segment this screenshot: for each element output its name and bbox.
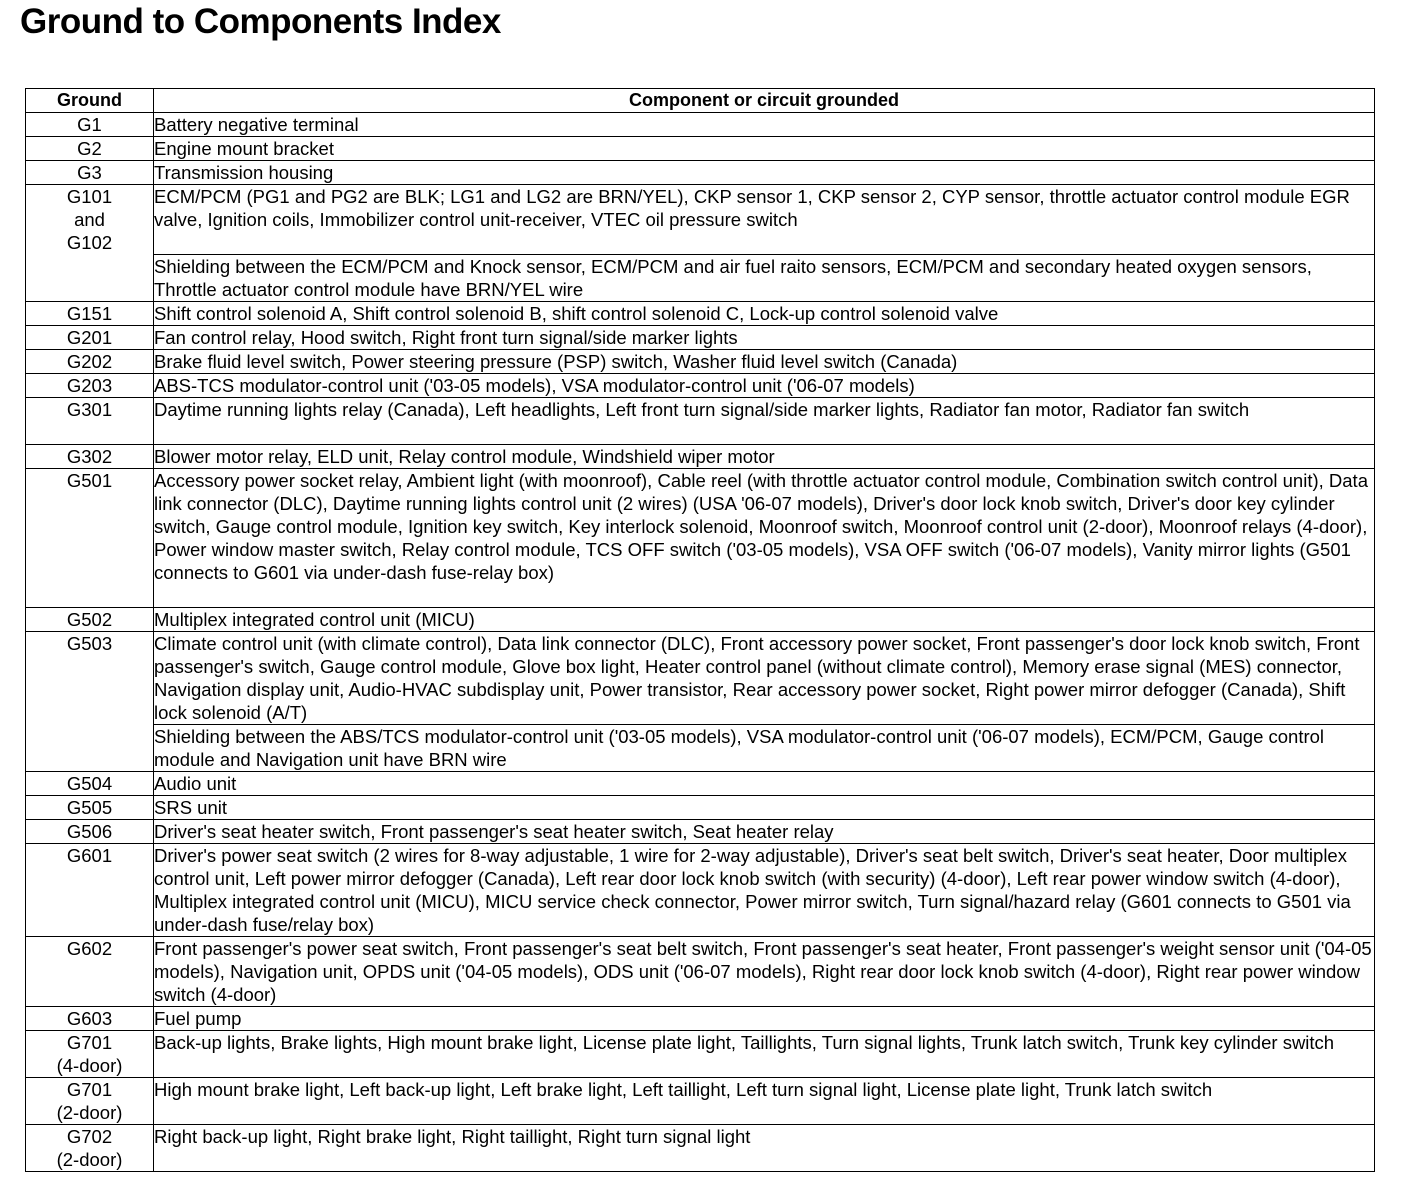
ground-cell: [26, 1078, 154, 1125]
component-cell: Fuel pump: [154, 1007, 1375, 1031]
ground-id: G3: [77, 162, 102, 183]
component-cell: ABS-TCS modulator-control unit ('03-05 models), VSA modulator-control unit ('06-07 models): [154, 374, 1375, 398]
ground-id: G602: [66, 938, 113, 959]
table-row: [26, 608, 1375, 632]
table-row: [26, 844, 1375, 937]
ground-id: (4-door): [56, 1055, 123, 1076]
ground-cell: [26, 469, 154, 608]
ground-cell: [26, 796, 154, 820]
ground-cell: [26, 113, 154, 137]
ground-id: G1: [77, 114, 102, 135]
table-row: [26, 820, 1375, 844]
table-row: [26, 398, 1375, 445]
header-ground: Ground: [26, 89, 154, 113]
component-cell: Transmission housing: [154, 161, 1375, 185]
ground-id: G202: [66, 351, 113, 372]
table-row: [26, 469, 1375, 608]
component-cell: SRS unit: [154, 796, 1375, 820]
component-cell: Right back-up light, Right brake light, Right taillight, Right turn signal light: [154, 1125, 1375, 1172]
table-row: [26, 326, 1375, 350]
ground-id: (2-door): [56, 1149, 123, 1170]
ground-id: G601: [66, 845, 113, 866]
table-row: [26, 1078, 1375, 1125]
ground-id: G302: [66, 446, 113, 467]
component-cell: Shielding between the ABS/TCS modulator-control unit ('03-05 models), VSA modulator-control unit ('06-07 models), ECM/PCM, Gauge control module and Navigation unit have BRN wire: [154, 725, 1375, 772]
component-cell: Shielding between the ECM/PCM and Knock sensor, ECM/PCM and air fuel raito sensors, ECM/PCM and secondary heated oxygen sensors, Throttle actuator control module have BRN/YEL wire: [154, 255, 1375, 302]
ground-cell: [26, 302, 154, 326]
component-cell: Front passenger's power seat switch, Front passenger's seat belt switch, Front passenger's seat heater, Front passenger's weight sensor unit ('04-05 models), Navigation unit, OPDS unit ('04-05 models), ODS unit ('06-07 models), Right rear door lock knob switch (4-door), Right rear power window switch (4-door): [154, 937, 1375, 1007]
table-row: [26, 937, 1375, 1007]
table-row: [26, 350, 1375, 374]
ground-cell: [26, 185, 154, 302]
component-cell: Audio unit: [154, 772, 1375, 796]
table-row: [26, 725, 1375, 772]
table-row: [26, 1125, 1375, 1172]
table-row: [26, 445, 1375, 469]
ground-id: G505: [66, 797, 113, 818]
ground-id: G702: [66, 1126, 113, 1147]
component-cell: Blower motor relay, ELD unit, Relay control module, Windshield wiper motor: [154, 445, 1375, 469]
ground-id: G201: [66, 327, 113, 348]
ground-id: G203: [66, 375, 113, 396]
table-header-row: [26, 89, 1375, 113]
ground-cell: [26, 398, 154, 445]
table-row: [26, 161, 1375, 185]
ground-cell: [26, 1031, 154, 1078]
table-row: [26, 113, 1375, 137]
component-cell: High mount brake light, Left back-up light, Left brake light, Left taillight, Left turn signal light, License plate light, Trunk latch switch: [154, 1078, 1375, 1125]
ground-cell: [26, 445, 154, 469]
table-body: [26, 113, 1375, 1172]
header-component: Component or circuit grounded: [154, 89, 1375, 113]
ground-cell: [26, 772, 154, 796]
table-row: [26, 1031, 1375, 1078]
table-row: [26, 185, 1375, 255]
component-cell: Fan control relay, Hood switch, Right front turn signal/side marker lights: [154, 326, 1375, 350]
ground-cell: [26, 137, 154, 161]
component-cell: Engine mount bracket: [154, 137, 1375, 161]
component-cell: Battery negative terminal: [154, 113, 1375, 137]
ground-id: G101: [66, 186, 113, 207]
ground-id: G2: [77, 138, 102, 159]
ground-id: G501: [66, 470, 113, 491]
table-row: [26, 772, 1375, 796]
ground-cell: [26, 608, 154, 632]
table-row: [26, 1007, 1375, 1031]
component-cell: Daytime running lights relay (Canada), Left headlights, Left front turn signal/side marker lights, Radiator fan motor, Radiator fan switch: [154, 398, 1375, 445]
table-row: [26, 374, 1375, 398]
ground-id: G701: [66, 1079, 113, 1100]
component-cell: Climate control unit (with climate control), Data link connector (DLC), Front accessory power socket, Front passenger's door lock knob switch, Front passenger's switch, Gauge control module, Glove box light, Heater control panel (without climate control), Memory erase signal (MES) connector, Navigation display unit, Audio-HVAC subdisplay unit, Power transistor, Rear accessory power socket, Right power mirror defogger (Canada), Shift lock solenoid (A/T): [154, 632, 1375, 725]
ground-id: G504: [66, 773, 113, 794]
ground-id: G502: [66, 609, 113, 630]
table-row: [26, 302, 1375, 326]
ground-cell: [26, 844, 154, 937]
ground-cell: [26, 632, 154, 772]
ground-id: G151: [66, 303, 113, 324]
ground-id: G301: [66, 399, 113, 420]
component-cell: Multiplex integrated control unit (MICU): [154, 608, 1375, 632]
table-row: [26, 137, 1375, 161]
component-cell: Driver's power seat switch (2 wires for 8-way adjustable, 1 wire for 2-way adjustable), Driver's seat belt switch, Driver's seat heater, Door multiplex control unit, Left power mirror defogger (Canada), Left rear door lock knob switch (with security) (4-door), Left rear power window switch (4-door), Multiplex integrated control unit (MICU), MICU service check connector, Power mirror switch, Turn signal/hazard relay (G601 connects to G501 via under-dash fuse/relay box): [154, 844, 1375, 937]
component-cell: Accessory power socket relay, Ambient light (with moonroof), Cable reel (with throttle actuator control module, Combination switch control unit), Data link connector (DLC), Daytime running lights control unit (2 wires) (USA '06-07 models), Driver's door lock knob switch, Driver's door key cylinder switch, Gauge control module, Ignition key switch, Key interlock solenoid, Moonroof switch, Moonroof control unit (2-door), Moonroof relays (4-door), Power window master switch, Relay control module, TCS OFF switch ('03-05 models), VSA OFF switch ('06-07 models), Vanity mirror lights (G501 connects to G601 via under-dash fuse-relay box): [154, 469, 1375, 608]
page-title: Ground to Components Index: [20, 2, 501, 41]
ground-cell: [26, 1007, 154, 1031]
ground-index-table: [25, 88, 1375, 1172]
ground-cell: [26, 937, 154, 1007]
ground-id: G503: [66, 633, 113, 654]
component-cell: ECM/PCM (PG1 and PG2 are BLK; LG1 and LG2 are BRN/YEL), CKP sensor 1, CKP sensor 2, CYP sensor, throttle actuator control module EGR valve, Ignition coils, Immobilizer control unit-receiver, VTEC oil pressure switch: [154, 185, 1375, 255]
ground-id: G701: [66, 1032, 113, 1053]
table-row: [26, 796, 1375, 820]
ground-id: and: [74, 209, 105, 230]
ground-id: (2-door): [56, 1102, 123, 1123]
ground-cell: [26, 326, 154, 350]
ground-id: G506: [66, 821, 113, 842]
ground-cell: [26, 161, 154, 185]
ground-cell: [26, 820, 154, 844]
component-cell: Driver's seat heater switch, Front passenger's seat heater switch, Seat heater relay: [154, 820, 1375, 844]
component-cell: Back-up lights, Brake lights, High mount brake light, License plate light, Taillights, Turn signal lights, Trunk latch switch, Trunk key cylinder switch: [154, 1031, 1375, 1078]
component-cell: Shift control solenoid A, Shift control solenoid B, shift control solenoid C, Lock-up control solenoid valve: [154, 302, 1375, 326]
ground-cell: [26, 350, 154, 374]
table-row: [26, 632, 1375, 725]
ground-id: G603: [66, 1008, 113, 1029]
ground-id: G102: [66, 232, 113, 253]
ground-cell: [26, 374, 154, 398]
component-cell: Brake fluid level switch, Power steering pressure (PSP) switch, Washer fluid level switch (Canada): [154, 350, 1375, 374]
table-row: [26, 255, 1375, 302]
ground-cell: [26, 1125, 154, 1172]
